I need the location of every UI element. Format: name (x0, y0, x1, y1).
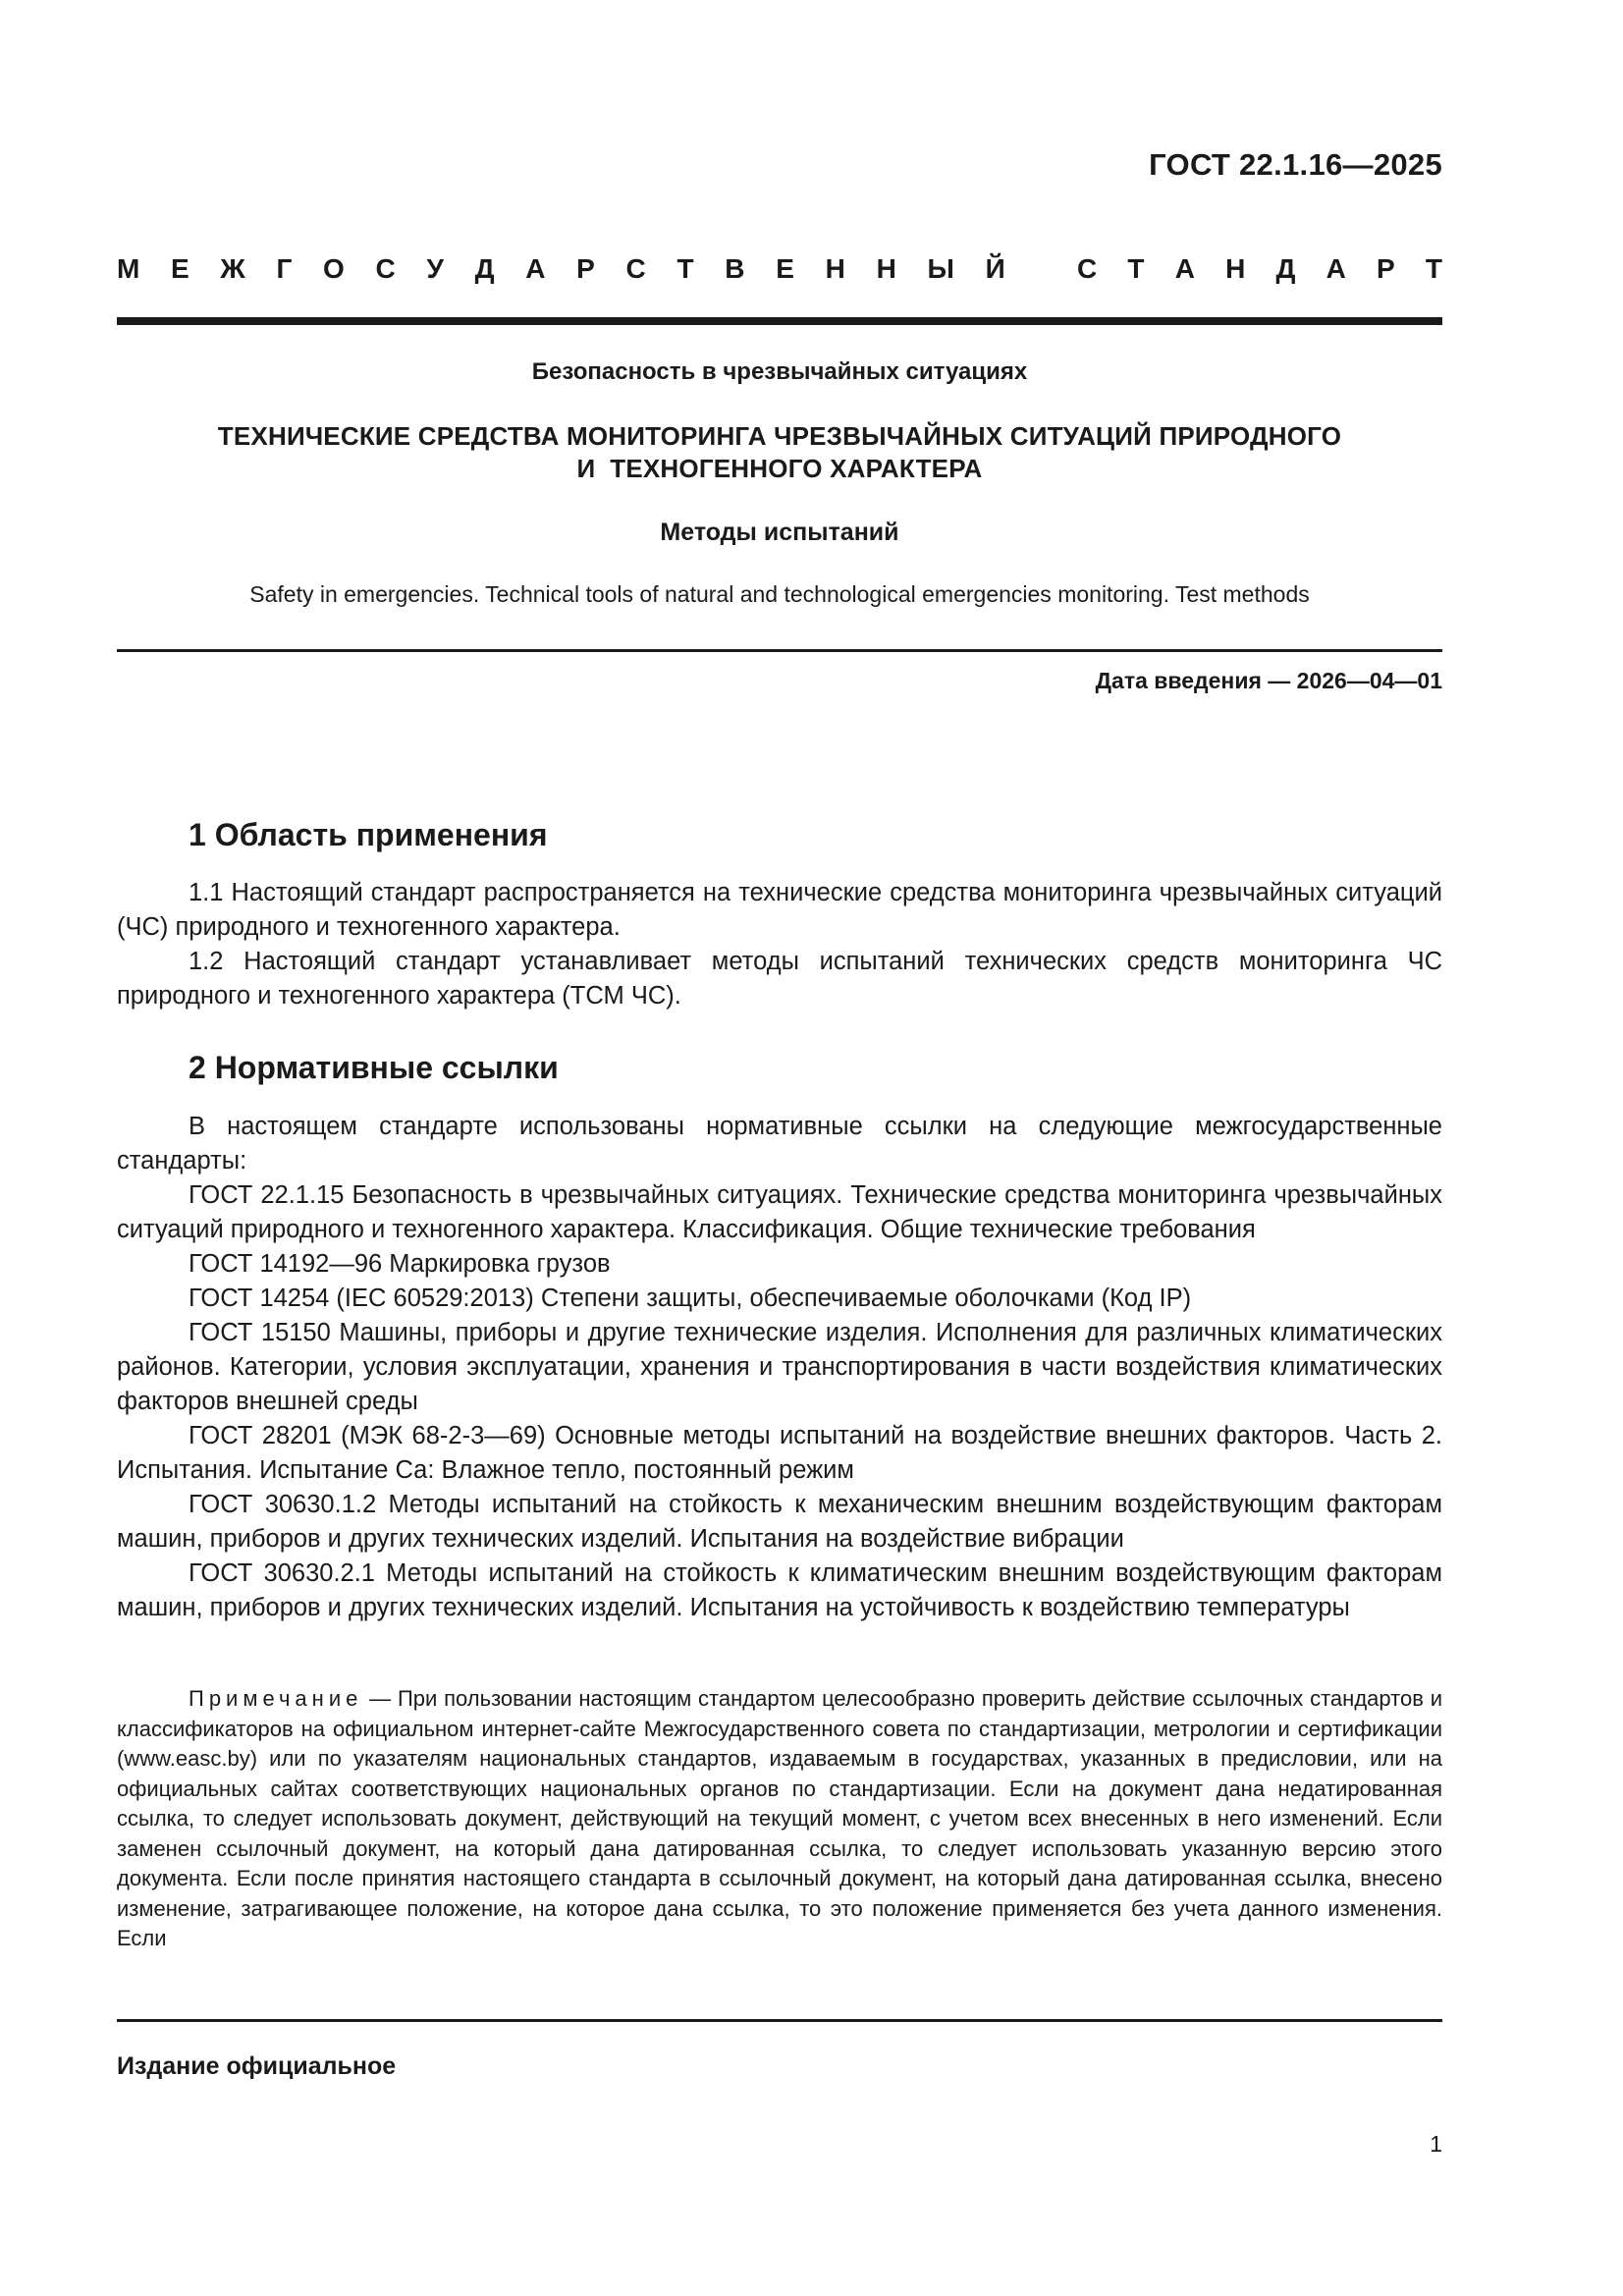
letter: Г (276, 253, 293, 284)
title-line-2: И ТЕХНОГЕННОГО ХАРАКТЕРА (576, 454, 983, 483)
document-number: ГОСТ 22.1.16—2025 (1149, 147, 1442, 182)
letter: Д (474, 253, 495, 284)
standard-type-word-interstate (117, 253, 1005, 285)
title-line-1: ТЕХНИЧЕСКИЕ СРЕДСТВА МОНИТОРИНГА ЧРЕЗВЫЧАЙНЫХ СИТУАЦИЙ ПРИРОДНОГО (217, 421, 1342, 451)
reference-item: ГОСТ 30630.1.2 Методы испытаний на стойкость к механическим внешним воздействующим факторам машин, приборов и других технических изделий. Испытания на воздействие вибрации (117, 1491, 1442, 1553)
letter: С (375, 253, 396, 284)
letter: Ы (927, 253, 954, 284)
page-number: 1 (1430, 2131, 1442, 2157)
letter: М (117, 253, 140, 284)
note-paragraph (117, 1684, 1442, 1954)
letter: Е (776, 253, 794, 284)
letter: Н (876, 253, 896, 284)
footer-divider (117, 2019, 1442, 2022)
paragraph: В настоящем стандарте использованы нормативные ссылки на следующие межгосударственные стандарты: (117, 1113, 1442, 1175)
header-thick-rule (117, 317, 1442, 325)
letter: Р (576, 253, 595, 284)
document-topic: Безопасность в чрезвычайных ситуациях (531, 358, 1028, 385)
letter: Н (825, 253, 845, 284)
reference-item: ГОСТ 14254 (IEC 60529:2013) Степени защиты, обеспечиваемые оболочками (Код IP) (189, 1285, 1192, 1312)
document-title (117, 420, 1442, 485)
reference-item: ГОСТ 15150 Машины, приборы и другие технические изделия. Исполнения для различных климатических районов. Категории, условия эксплуатации, хранения и транспортирования в части воздействия климатических факторов внешней среды (117, 1319, 1442, 1415)
letter: Т (1425, 253, 1442, 284)
letter: Е (171, 253, 189, 284)
letter: В (725, 253, 745, 284)
reference-item: ГОСТ 14192—96 Маркировка грузов (189, 1250, 611, 1278)
note-text: — При пользовании настоящим стандартом целесообразно проверить действие ссылочных стандартов и классификаторов на официальном интернет-сайте Межгосударственного совета по стандартизации, метрологии и сертификации (www.easc.by) или по указателям национальных стандартов, издаваемым в государствах, указанных в предисловии, или на официальных сайтах соответствующих национальных органов по стандартизации. Если на документ дана недатированная ссылка, то следует использовать документ, действующий на текущий момент, с учетом всех внесенных в него изменений. Если заменен ссылочный документ, на который дана датированная ссылка, то следует использовать указанную версию этого документа. Если после принятия настоящего стандарта в ссылочный документ, на который дана датированная ссылка, внесено изменение, затрагивающее положение, на которое дана ссылка, то это положение применяется без учета данного изменения. Если (117, 1686, 1442, 1950)
reference-item: ГОСТ 28201 (МЭК 68-2-3—69) Основные методы испытаний на воздействие внешних факторов. Часть 2. Испытания. Испытание Са: Влажное тепло, постоянный режим (117, 1422, 1442, 1484)
letter: Т (1127, 253, 1145, 284)
letter: А (525, 253, 546, 284)
section-1-heading: 1 Область применения (189, 817, 548, 852)
letter: У (426, 253, 444, 284)
letter: С (625, 253, 646, 284)
letter: А (1174, 253, 1195, 284)
standard-type-word-standard (1077, 253, 1442, 285)
letter: С (1077, 253, 1098, 284)
note-label: Примечание (189, 1686, 363, 1711)
reference-item: ГОСТ 30630.2.1 Методы испытаний на стойкость к климатическим внешним воздействующим факторам машин, приборов и других технических изделий. Испытания на устойчивость к воздействию температуры (117, 1559, 1442, 1621)
reference-item: ГОСТ 22.1.15 Безопасность в чрезвычайных ситуациях. Технические средства мониторинга чрезвычайных ситуаций природного и техногенного характера. Классификация. Общие технические требования (117, 1181, 1442, 1243)
note-block (117, 1684, 1442, 1954)
section-2-body (117, 1110, 1442, 1625)
letter: Ж (220, 253, 245, 284)
section-2-heading: 2 Нормативные ссылки (189, 1050, 559, 1085)
letter: Н (1225, 253, 1246, 284)
english-title: Safety in emergencies. Technical tools of natural and technological emergencies monitoring. Test methods (249, 581, 1310, 607)
title-divider (117, 649, 1442, 652)
letter: Й (985, 253, 1005, 284)
section-1-body (117, 876, 1442, 1013)
letter: Т (676, 253, 694, 284)
standard-type-heading (117, 253, 1442, 285)
paragraph: 1.2 Настоящий стандарт устанавливает методы испытаний технических средств мониторинга ЧС природного и техногенного характера (ТСМ ЧС). (117, 948, 1442, 1010)
official-edition-label: Издание официальное (117, 2052, 397, 2080)
introduction-date: Дата введения — 2026—04—01 (1095, 668, 1442, 693)
paragraph: 1.1 Настоящий стандарт распространяется на технические средства мониторинга чрезвычайных ситуаций (ЧС) природного и техногенного характера. (117, 879, 1442, 941)
letter: Д (1275, 253, 1296, 284)
document-subtitle: Методы испытаний (660, 519, 899, 546)
letter: Р (1377, 253, 1395, 284)
letter: А (1325, 253, 1346, 284)
letter: О (323, 253, 345, 284)
